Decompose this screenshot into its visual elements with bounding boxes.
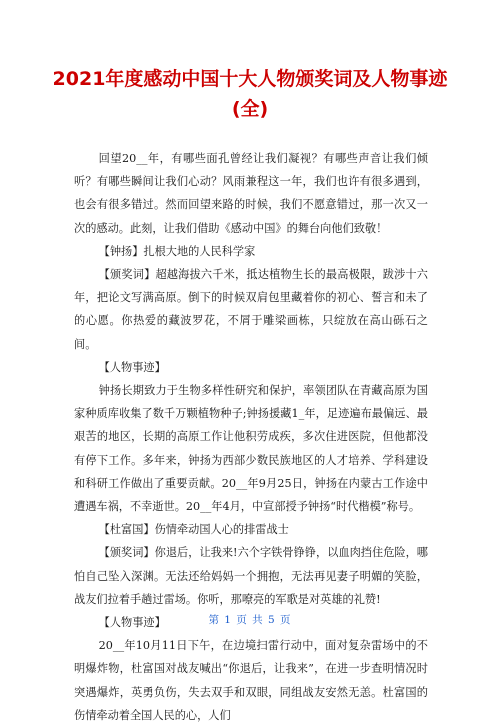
document-title	[40, 64, 460, 124]
deeds-heading: 【人物事迹】	[98, 360, 166, 374]
document-body	[74, 147, 428, 727]
section-heading-dufuguo: 【杜富国】伤情牵动国人心的排雷战士	[98, 523, 289, 537]
deeds-heading: 【人物事迹】	[98, 616, 166, 630]
title-line-2: (全)	[231, 98, 269, 120]
deeds-paragraph-zhongyang: 钟扬长期致力于生物多样性研究和保护，率领团队在青藏高原为国家种质库收集了数千万颗植物种子;钟扬援藏1_年，足迹遍布最偏远、最艰苦的地区，长期的高原工作让他积劳成疾，多次住进医院，但他都没有停下工作。多年来，钟扬为西部少数民族地区的人才培养、学科建设和科研工作做出了重要贡献。20__年9月25日，钟扬在内蒙古工作途中遭遇车祸，不幸逝世。20__年4月，中宣部授予钟扬“时代楷模”称号。	[74, 384, 428, 514]
section-heading-zhongyang: 【钟扬】扎根大地的人民科学家	[98, 244, 256, 258]
award-citation-dufuguo: 【颁奖词】你退后，让我来!六个字铁骨铮铮，以血肉挡住危险，哪怕自己坠入深渊。无法还给妈妈一个拥抱，无法再见妻子明媚的笑脸，战友们拉着手趟过雷场。你听，那嘹亮的军歌是对英雄的礼赞!	[74, 546, 428, 606]
title-line-1: 2021年度感动中国十大人物颁奖词及人物事迹	[52, 68, 448, 90]
deeds-paragraph-dufuguo: 20__年10月11日下午，在边境扫雷行动中，面对复杂雷场中的不明爆炸物，杜富国对战友喊出“你退后，让我来”，在进一步查明情况时突遇爆炸，英勇负伤，失去双手和双眼，同组战友安然无恙。杜富国的伤情牵动着全国人民的心，人们	[74, 639, 428, 722]
award-citation-zhongyang: 【颁奖词】超越海拔六千米，抵达植物生长的最高极限，跋涉十六年，把论文写满高原。倒下的时候双肩包里藏着你的初心、誓言和未了的心愿。你热爱的藏波罗花，不屑于雕梁画栋，只绽放在高山砾石之间。	[74, 268, 428, 351]
page-footer: 第 1 页 共 5 页	[208, 614, 292, 626]
intro-paragraph: 回望20__年，有哪些面孔曾经让我们凝视？有哪些声音让我们倾听？有哪些瞬间让我们心动？风雨兼程这一年，我们也许有很多遇到，也会有很多错过。然而回望来路的时候，我们不愿意错过，那一次又一次的感动。此刻，让我们借助《感动中国》的舞台向他们致敬！	[74, 152, 428, 235]
